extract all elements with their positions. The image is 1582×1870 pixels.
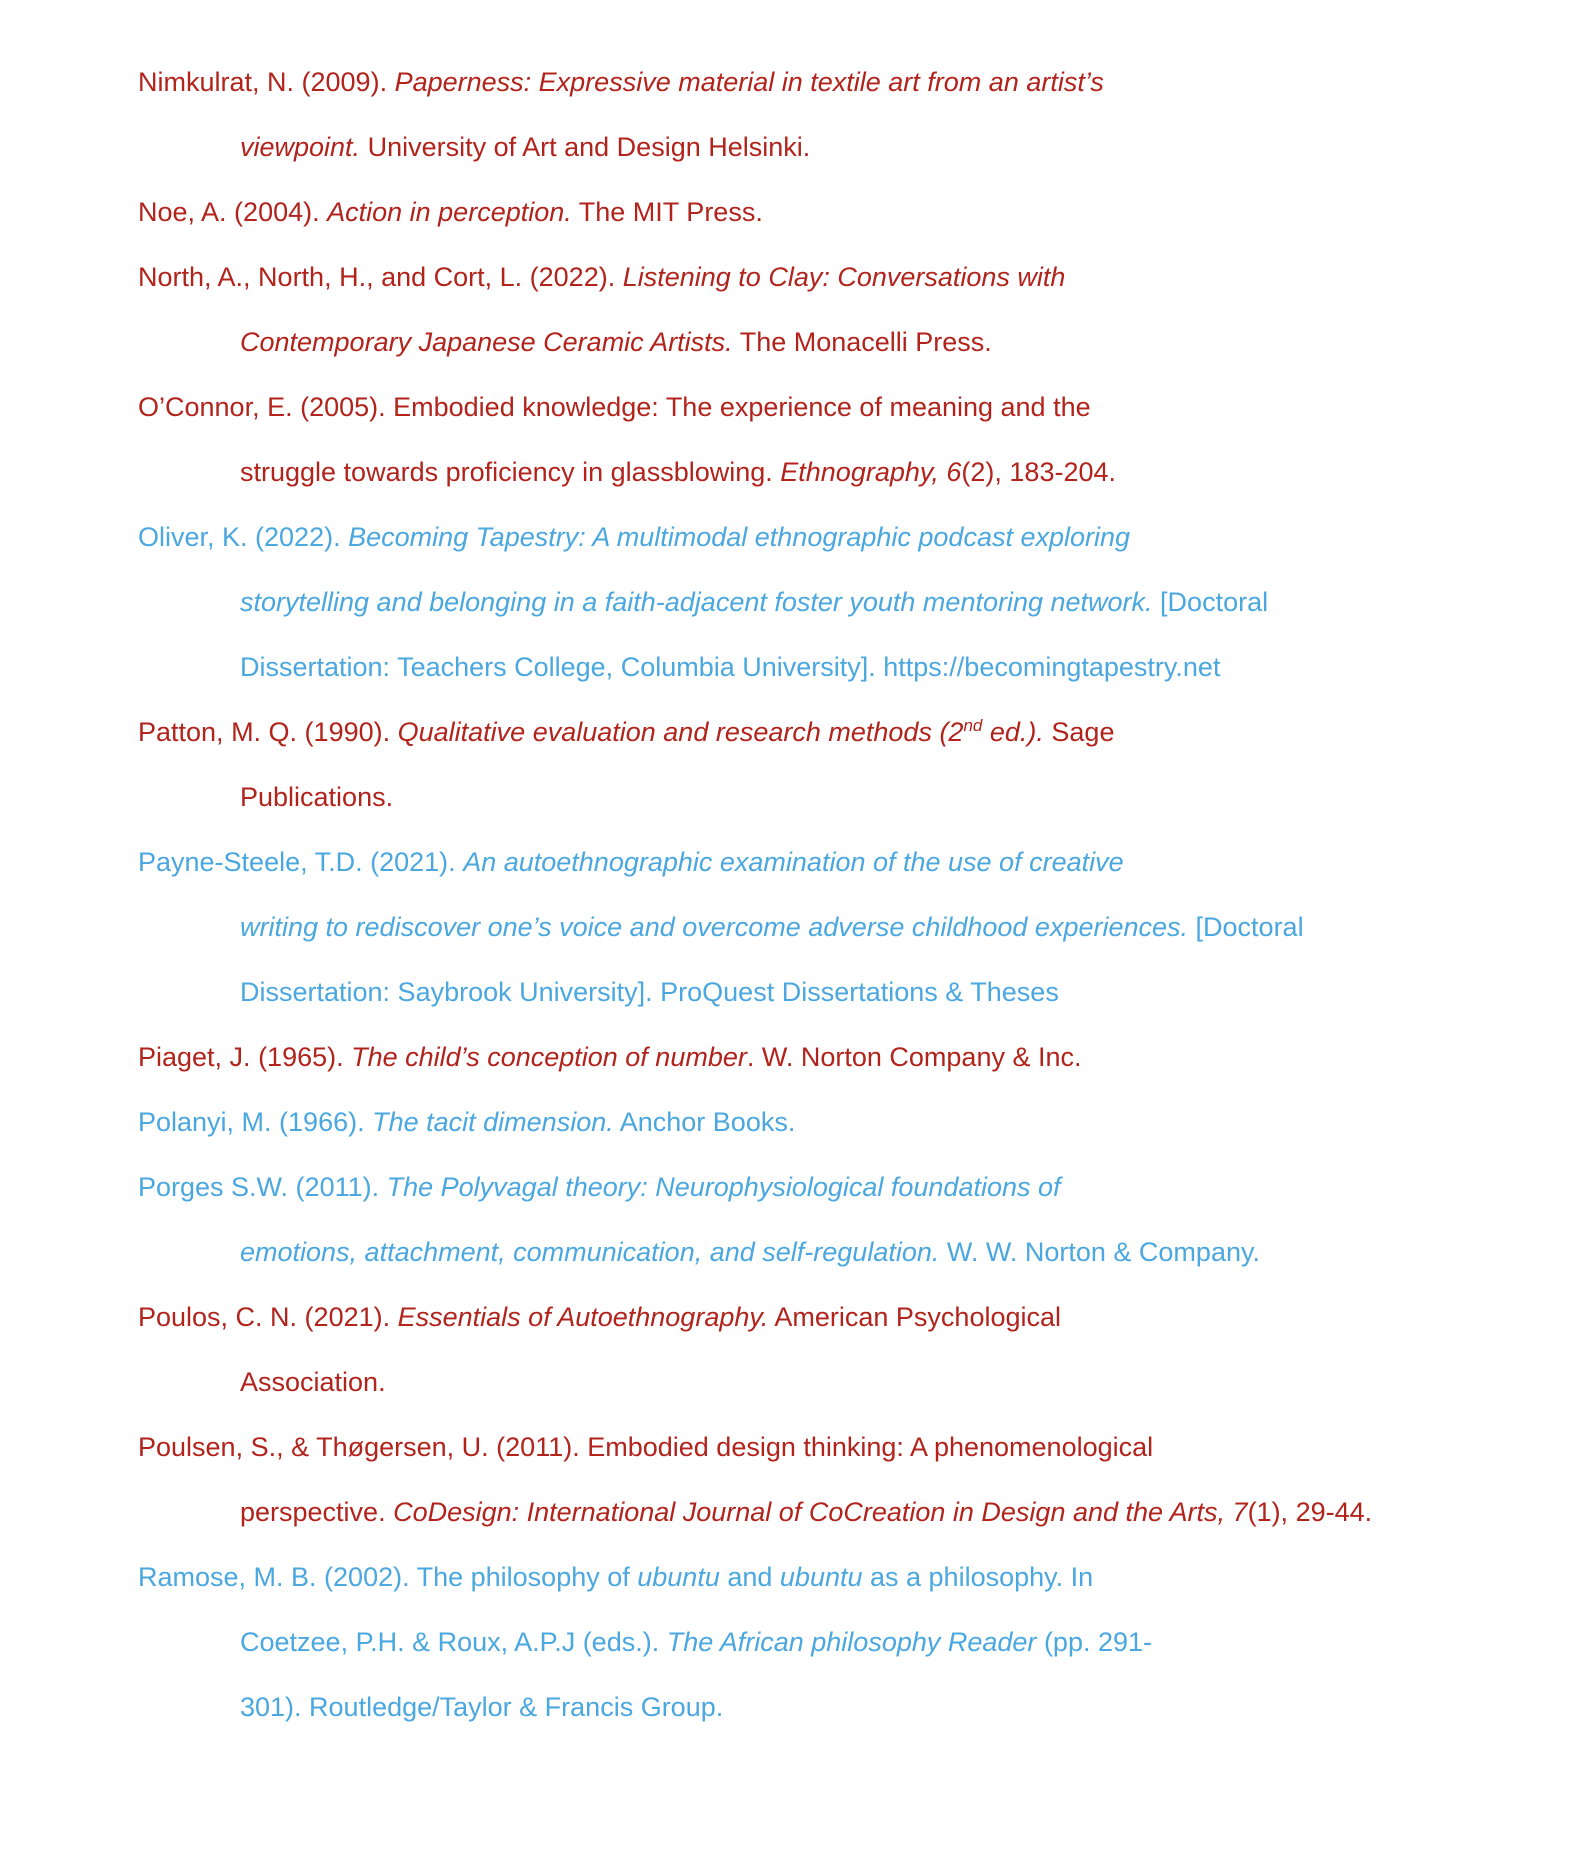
reference-line bbox=[240, 1675, 1468, 1740]
italic-text: The tacit dimension. bbox=[372, 1107, 614, 1137]
reference-text: as a philosophy. In bbox=[862, 1562, 1094, 1592]
italic-text: An autoethnographic examination of the use of creative bbox=[463, 847, 1124, 877]
reference-line bbox=[138, 1025, 1468, 1090]
reference-list bbox=[138, 50, 1468, 1740]
reference-line bbox=[240, 570, 1468, 635]
reference-text: American Psychological bbox=[768, 1302, 1062, 1332]
italic-text: nd bbox=[963, 716, 983, 735]
italic-text: Ethnography, 6 bbox=[780, 457, 962, 487]
reference-entry bbox=[138, 1025, 1468, 1090]
reference-text: struggle towards proficiency in glassblowing. bbox=[240, 457, 781, 487]
reference-line bbox=[240, 635, 1468, 700]
reference-text: Polanyi, M. (1966). bbox=[138, 1107, 373, 1137]
reference-entry bbox=[138, 1090, 1468, 1155]
reference-line bbox=[240, 765, 1468, 830]
reference-line bbox=[138, 700, 1468, 765]
reference-line bbox=[240, 1220, 1468, 1285]
reference-line bbox=[138, 1545, 1468, 1610]
reference-text: Poulsen, S., & Thøgersen, U. (2011). Embodied design thinking: A phenomenological bbox=[138, 1432, 1154, 1462]
reference-entry bbox=[138, 700, 1468, 830]
reference-line bbox=[138, 1090, 1468, 1155]
reference-line bbox=[240, 1350, 1468, 1415]
reference-text: and bbox=[719, 1562, 780, 1592]
italic-text: Becoming Tapestry: A multimodal ethnographic podcast exploring bbox=[348, 522, 1131, 552]
reference-entry bbox=[138, 830, 1468, 1025]
reference-line bbox=[240, 1480, 1468, 1545]
reference-text: (pp. 291- bbox=[1036, 1627, 1153, 1657]
reference-line bbox=[138, 1285, 1468, 1350]
reference-text: (2), 183-204. bbox=[961, 457, 1116, 487]
reference-entry bbox=[138, 1415, 1468, 1545]
reference-line bbox=[138, 1415, 1468, 1480]
reference-text: Sage bbox=[1043, 717, 1115, 747]
reference-entry bbox=[138, 505, 1468, 700]
reference-line bbox=[138, 245, 1468, 310]
italic-text: The African philosophy Reader bbox=[666, 1627, 1037, 1657]
reference-text: North, A., North, H., and Cort, L. (2022). bbox=[138, 262, 623, 292]
reference-text: Anchor Books. bbox=[613, 1107, 796, 1137]
reference-text: Oliver, K. (2022). bbox=[138, 522, 349, 552]
reference-entry bbox=[138, 245, 1468, 375]
reference-text: Porges S.W. (2011). bbox=[138, 1172, 387, 1202]
reference-text: The MIT Press. bbox=[571, 197, 763, 227]
reference-text: W. W. Norton & Company. bbox=[939, 1237, 1260, 1267]
reference-entry bbox=[138, 1545, 1468, 1740]
reference-text: perspective. bbox=[240, 1497, 394, 1527]
reference-line bbox=[240, 440, 1468, 505]
reference-text: [Doctoral bbox=[1188, 912, 1304, 942]
reference-text: Noe, A. (2004). bbox=[138, 197, 328, 227]
reference-line bbox=[138, 50, 1468, 115]
reference-entry bbox=[138, 375, 1468, 505]
reference-line bbox=[240, 960, 1468, 1025]
reference-line bbox=[240, 115, 1468, 180]
italic-text: Action in perception. bbox=[327, 197, 572, 227]
reference-line bbox=[138, 1155, 1468, 1220]
reference-text: Publications. bbox=[240, 782, 394, 812]
italic-text: Paperness: Expressive material in textile art from an artist’s bbox=[394, 67, 1104, 97]
reference-text: 301). Routledge/Taylor & Francis Group. bbox=[240, 1692, 724, 1722]
reference-text: Coetzee, P.H. & Roux, A.P.J (eds.). bbox=[240, 1627, 667, 1657]
reference-entry bbox=[138, 180, 1468, 245]
reference-text: Dissertation: Saybrook University]. ProQuest Dissertations & Theses bbox=[240, 977, 1059, 1007]
reference-text: [Doctoral bbox=[1152, 587, 1269, 617]
reference-line bbox=[138, 830, 1468, 895]
reference-text: University of Art and Design Helsinki. bbox=[360, 132, 811, 162]
reference-line bbox=[240, 310, 1468, 375]
italic-text: Qualitative evaluation and research methods (2 bbox=[397, 717, 964, 747]
reference-text: The Monacelli Press. bbox=[732, 327, 992, 357]
reference-entry bbox=[138, 50, 1468, 180]
reference-text: Poulos, C. N. (2021). bbox=[138, 1302, 398, 1332]
reference-text: Nimkulrat, N. (2009). bbox=[138, 67, 395, 97]
italic-text: The Polyvagal theory: Neurophysiological foundations of bbox=[386, 1172, 1061, 1202]
reference-text: Ramose, M. B. (2002). The philosophy of bbox=[138, 1562, 638, 1592]
reference-line bbox=[138, 505, 1468, 570]
italic-text: ubuntu bbox=[637, 1562, 720, 1592]
italic-text: emotions, attachment, communication, and self-regulation. bbox=[240, 1237, 940, 1267]
reference-line bbox=[138, 180, 1468, 245]
italic-text: Listening to Clay: Conversations with bbox=[622, 262, 1066, 292]
italic-text: CoDesign: International Journal of CoCreation in Design and the Arts, 7 bbox=[393, 1497, 1248, 1527]
reference-text: Dissertation: Teachers College, Columbia University]. https://becomingtapestry.net bbox=[240, 652, 1221, 682]
reference-text: Payne-Steele, T.D. (2021). bbox=[138, 847, 464, 877]
reference-text: Patton, M. Q. (1990). bbox=[138, 717, 398, 747]
italic-text: ubuntu bbox=[779, 1562, 863, 1592]
reference-line bbox=[240, 1610, 1468, 1675]
italic-text: writing to rediscover one’s voice and overcome adverse childhood experiences. bbox=[240, 912, 1189, 942]
italic-text: Contemporary Japanese Ceramic Artists. bbox=[240, 327, 733, 357]
reference-text: Piaget, J. (1965). bbox=[138, 1042, 352, 1072]
reference-text: . W. Norton Company & Inc. bbox=[746, 1042, 1082, 1072]
reference-text: (1), 29-44. bbox=[1247, 1497, 1373, 1527]
reference-line bbox=[138, 375, 1468, 440]
italic-text: Essentials of Autoethnography. bbox=[397, 1302, 769, 1332]
italic-text: ed.). bbox=[982, 717, 1044, 747]
reference-line bbox=[240, 895, 1468, 960]
reference-text: Association. bbox=[240, 1367, 386, 1397]
italic-text: The child’s conception of number bbox=[351, 1042, 747, 1072]
reference-entry bbox=[138, 1285, 1468, 1415]
reference-text: O’Connor, E. (2005). Embodied knowledge: The experience of meaning and the bbox=[138, 392, 1091, 422]
reference-entry bbox=[138, 1155, 1468, 1285]
italic-text: viewpoint. bbox=[240, 132, 361, 162]
italic-text: storytelling and belonging in a faith-adjacent foster youth mentoring network. bbox=[240, 587, 1153, 617]
